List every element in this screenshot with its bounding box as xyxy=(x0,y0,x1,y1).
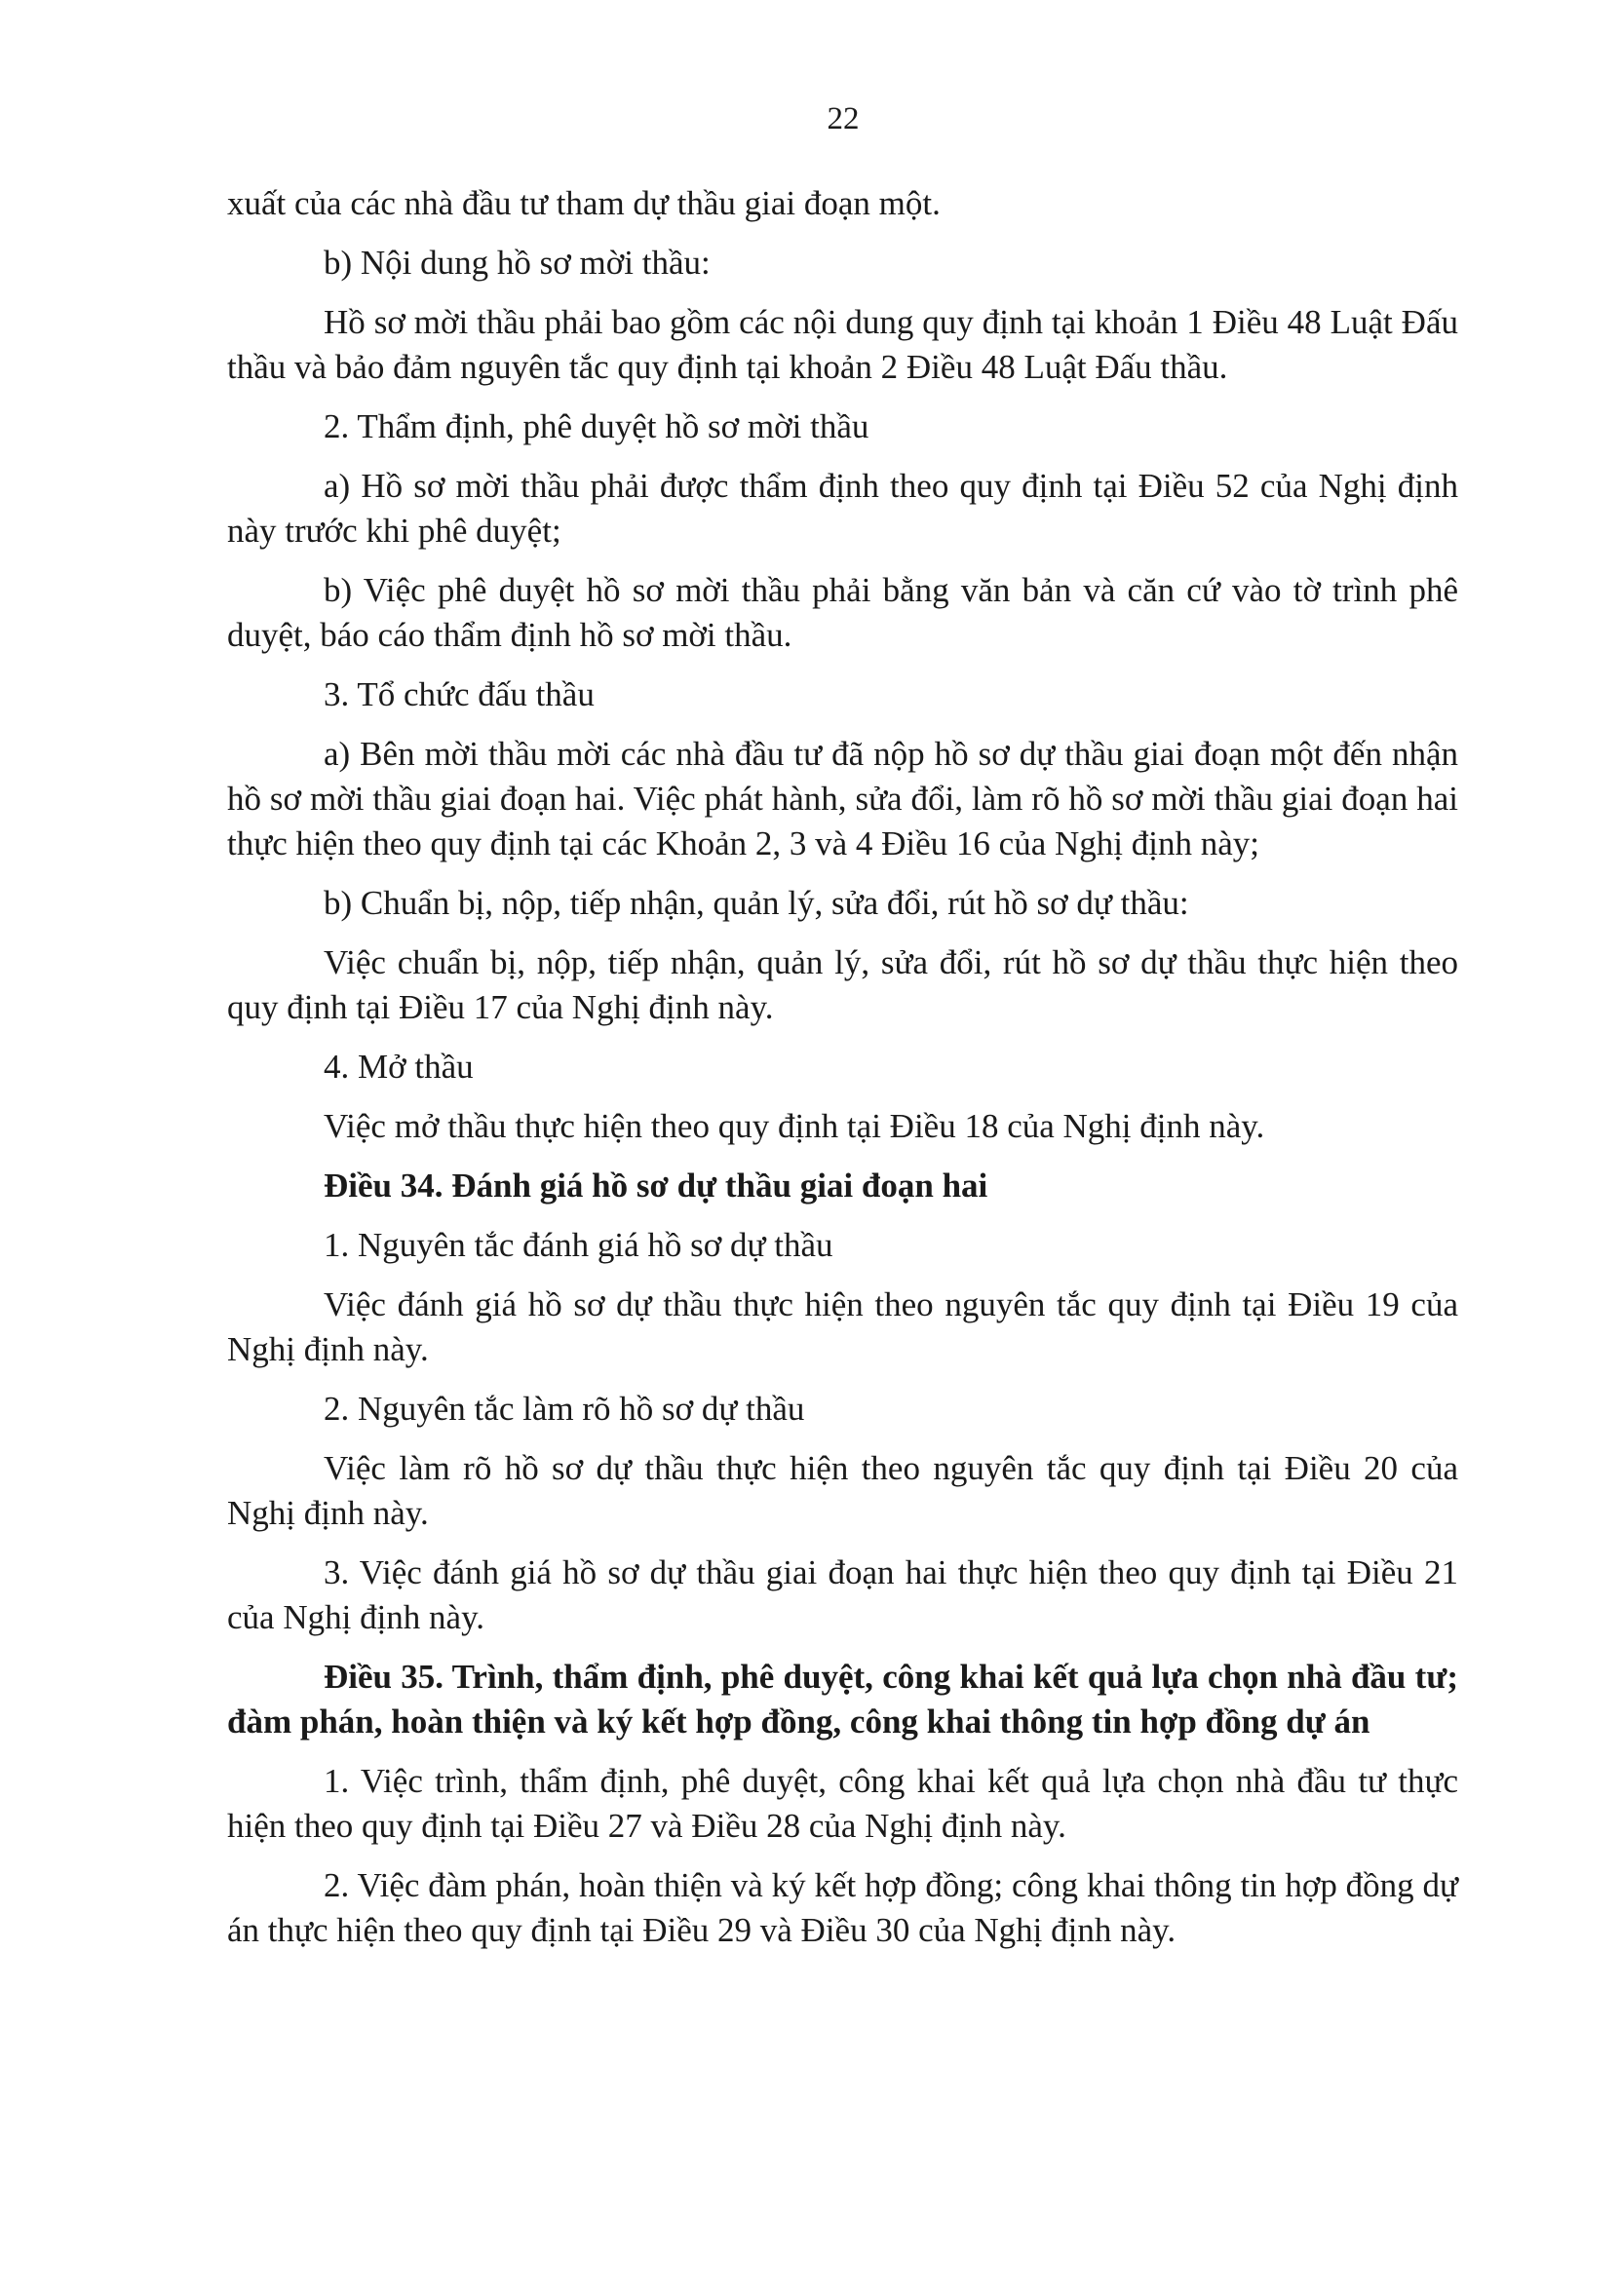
page-number: 22 xyxy=(827,101,860,136)
section-3-heading: 3. Tổ chức đấu thầu xyxy=(324,675,595,713)
paragraph: Việc mở thầu thực hiện theo quy định tại Điều 18 của Nghị định này. xyxy=(324,1107,1265,1145)
paragraph: 1. Việc trình, thẩm định, phê duyệt, công khai kết quả lựa chọn nhà đầu tư thực hiện theo quy định tại Điều 27 và Điều 28 của Nghị định này. xyxy=(227,1762,1458,1845)
article-35-heading: Điều 35. Trình, thẩm định, phê duyệt, công khai kết quả lựa chọn nhà đầu tư; đàm phán, hoàn thiện và ký kết hợp đồng, công khai thông tin hợp đồng dự án xyxy=(227,1658,1458,1741)
paragraph: 3. Việc đánh giá hồ sơ dự thầu giai đoạn hai thực hiện theo quy định tại Điều 21 của Nghị định này. xyxy=(227,1553,1458,1636)
subsection-b-heading: b) Nội dung hồ sơ mời thầu: xyxy=(324,244,711,282)
paragraph: a) Bên mời thầu mời các nhà đầu tư đã nộp hồ sơ dự thầu giai đoạn một đến nhận hồ sơ mời thầu giai đoạn hai. Việc phát hành, sửa đổi, làm rõ hồ sơ mời thầu giai đoạn hai thực hiện theo quy định tại các Khoản 2, 3 và 4 Điều 16 của Nghị định này; xyxy=(227,735,1458,862)
section-2-heading: 2. Thẩm định, phê duyệt hồ sơ mời thầu xyxy=(324,407,869,445)
document-body xyxy=(227,181,1458,1968)
paragraph: Việc làm rõ hồ sơ dự thầu thực hiện theo nguyên tắc quy định tại Điều 20 của Nghị định này. xyxy=(227,1449,1458,1532)
paragraph: a) Hồ sơ mời thầu phải được thẩm định theo quy định tại Điều 52 của Nghị định này trước khi phê duyệt; xyxy=(227,467,1458,550)
paragraph: Việc đánh giá hồ sơ dự thầu thực hiện theo nguyên tắc quy định tại Điều 19 của Nghị định này. xyxy=(227,1285,1458,1368)
section-4-heading: 4. Mở thầu xyxy=(324,1048,474,1086)
paragraph: b) Việc phê duyệt hồ sơ mời thầu phải bằng văn bản và căn cứ vào tờ trình phê duyệt, báo cáo thẩm định hồ sơ mời thầu. xyxy=(227,571,1458,654)
paragraph: Hồ sơ mời thầu phải bao gồm các nội dung quy định tại khoản 1 Điều 48 Luật Đấu thầu và bảo đảm nguyên tắc quy định tại khoản 2 Điều 48 Luật Đấu thầu. xyxy=(227,303,1458,386)
paragraph: Việc chuẩn bị, nộp, tiếp nhận, quản lý, sửa đổi, rút hồ sơ dự thầu thực hiện theo quy định tại Điều 17 của Nghị định này. xyxy=(227,943,1458,1026)
section-1-heading: 1. Nguyên tắc đánh giá hồ sơ dự thầu xyxy=(324,1226,833,1264)
article-34-heading: Điều 34. Đánh giá hồ sơ dự thầu giai đoạn hai xyxy=(324,1167,988,1205)
section-2-heading: 2. Nguyên tắc làm rõ hồ sơ dự thầu xyxy=(324,1390,805,1428)
paragraph-continuation: xuất của các nhà đầu tư tham dự thầu giai đoạn một. xyxy=(227,184,941,222)
paragraph: b) Chuẩn bị, nộp, tiếp nhận, quản lý, sửa đổi, rút hồ sơ dự thầu: xyxy=(324,884,1189,922)
paragraph: 2. Việc đàm phán, hoàn thiện và ký kết hợp đồng; công khai thông tin hợp đồng dự án thực hiện theo quy định tại Điều 29 và Điều 30 của Nghị định này. xyxy=(227,1866,1458,1949)
